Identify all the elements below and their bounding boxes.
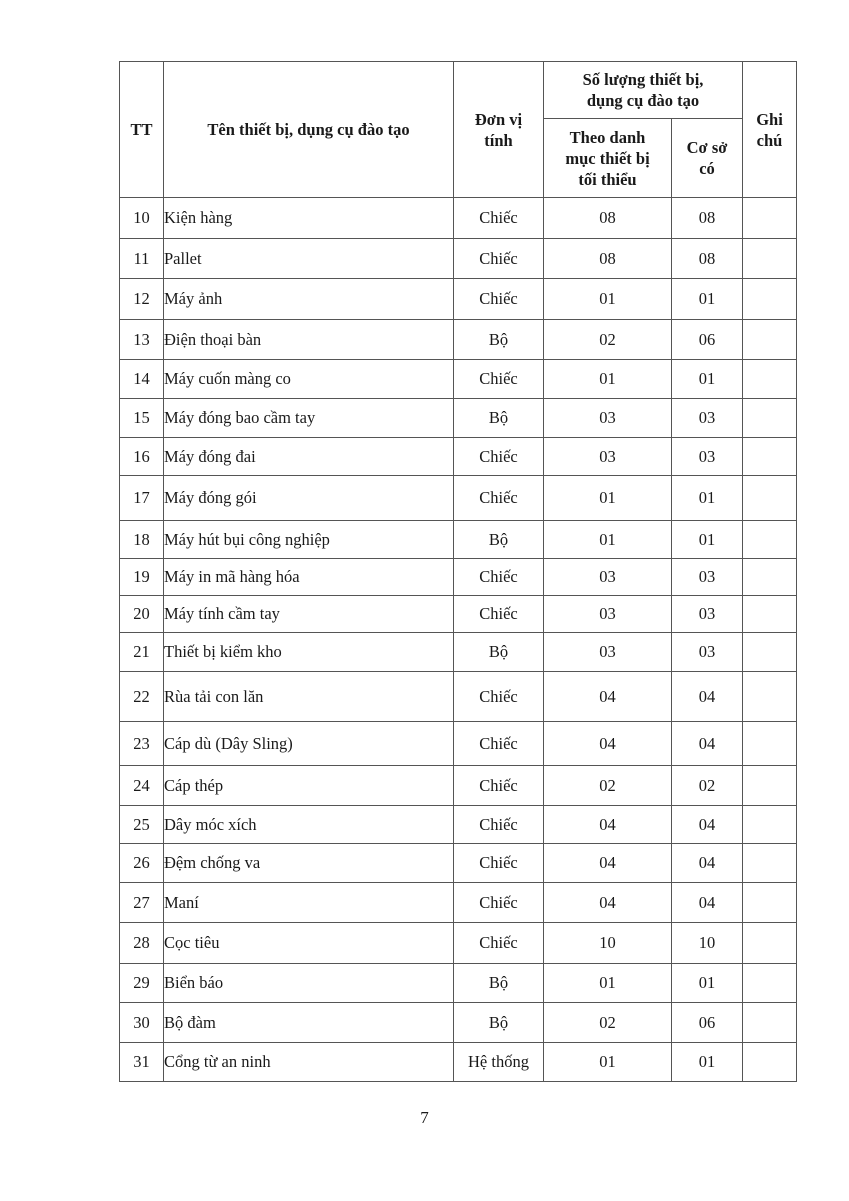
header-available: Cơ sở có <box>672 119 743 198</box>
page-number: 7 <box>420 1108 429 1127</box>
row-name: Cáp thép <box>164 766 454 806</box>
row-required: 01 <box>544 360 672 399</box>
row-name: Pallet <box>164 239 454 279</box>
row-name: Cáp dù (Dây Sling) <box>164 722 454 766</box>
table-row <box>120 239 797 279</box>
row-note <box>743 198 797 239</box>
row-required: 01 <box>544 279 672 320</box>
row-unit: Hệ thống <box>454 1043 544 1082</box>
row-required: 02 <box>544 1003 672 1043</box>
row-tt: 14 <box>120 360 164 399</box>
row-name: Cọc tiêu <box>164 923 454 964</box>
row-available: 01 <box>672 521 743 559</box>
row-available: 06 <box>672 320 743 360</box>
row-available: 06 <box>672 1003 743 1043</box>
row-note <box>743 239 797 279</box>
row-name: Cổng từ an ninh <box>164 1043 454 1082</box>
table-row <box>120 198 797 239</box>
table-row <box>120 672 797 722</box>
table-row <box>120 722 797 766</box>
row-tt: 31 <box>120 1043 164 1082</box>
row-note <box>743 596 797 633</box>
row-unit: Chiếc <box>454 198 544 239</box>
table-row <box>120 360 797 399</box>
row-required: 01 <box>544 521 672 559</box>
table-row <box>120 279 797 320</box>
row-name: Máy đóng gói <box>164 476 454 521</box>
row-note <box>743 320 797 360</box>
row-available: 08 <box>672 239 743 279</box>
row-tt: 24 <box>120 766 164 806</box>
row-tt: 17 <box>120 476 164 521</box>
row-available: 04 <box>672 844 743 883</box>
row-name: Maní <box>164 883 454 923</box>
row-required: 01 <box>544 476 672 521</box>
row-unit: Chiếc <box>454 438 544 476</box>
row-note <box>743 766 797 806</box>
table-row <box>120 559 797 596</box>
row-name: Máy in mã hàng hóa <box>164 559 454 596</box>
table-row <box>120 521 797 559</box>
row-required: 02 <box>544 766 672 806</box>
header-note: Ghi chú <box>743 62 797 198</box>
row-tt: 19 <box>120 559 164 596</box>
row-name: Máy ảnh <box>164 279 454 320</box>
header-name: Tên thiết bị, dụng cụ đào tạo <box>164 62 454 198</box>
table-row <box>120 1003 797 1043</box>
row-available: 01 <box>672 360 743 399</box>
table-row <box>120 1043 797 1082</box>
table-row <box>120 476 797 521</box>
table-row <box>120 596 797 633</box>
row-unit: Chiếc <box>454 672 544 722</box>
row-name: Máy hút bụi công nghiệp <box>164 521 454 559</box>
row-tt: 20 <box>120 596 164 633</box>
row-required: 03 <box>544 633 672 672</box>
table-row <box>120 633 797 672</box>
row-required: 03 <box>544 596 672 633</box>
header-required: Theo danh mục thiết bị tối thiểu <box>544 119 672 198</box>
row-note <box>743 633 797 672</box>
header-quantity-group: Số lượng thiết bị, dụng cụ đào tạo <box>544 62 743 119</box>
row-unit: Chiếc <box>454 883 544 923</box>
row-name: Máy đóng bao cầm tay <box>164 399 454 438</box>
row-available: 04 <box>672 806 743 844</box>
row-tt: 28 <box>120 923 164 964</box>
row-unit: Chiếc <box>454 923 544 964</box>
row-available: 04 <box>672 883 743 923</box>
row-available: 01 <box>672 279 743 320</box>
row-required: 04 <box>544 844 672 883</box>
equipment-table <box>119 61 797 1082</box>
row-tt: 11 <box>120 239 164 279</box>
row-available: 08 <box>672 198 743 239</box>
row-name: Máy đóng đai <box>164 438 454 476</box>
row-required: 08 <box>544 198 672 239</box>
row-available: 04 <box>672 722 743 766</box>
row-unit: Bộ <box>454 964 544 1003</box>
row-name: Thiết bị kiểm kho <box>164 633 454 672</box>
table-row <box>120 883 797 923</box>
row-tt: 29 <box>120 964 164 1003</box>
row-tt: 12 <box>120 279 164 320</box>
row-available: 03 <box>672 633 743 672</box>
row-note <box>743 1043 797 1082</box>
row-unit: Chiếc <box>454 596 544 633</box>
table-row <box>120 320 797 360</box>
row-name: Đệm chống va <box>164 844 454 883</box>
row-tt: 27 <box>120 883 164 923</box>
row-required: 03 <box>544 559 672 596</box>
row-note <box>743 722 797 766</box>
row-note <box>743 883 797 923</box>
row-available: 03 <box>672 399 743 438</box>
row-required: 02 <box>544 320 672 360</box>
header-tt: TT <box>120 62 164 198</box>
row-note <box>743 844 797 883</box>
row-tt: 25 <box>120 806 164 844</box>
row-note <box>743 1003 797 1043</box>
row-name: Dây móc xích <box>164 806 454 844</box>
row-name: Điện thoại bàn <box>164 320 454 360</box>
row-available: 03 <box>672 438 743 476</box>
row-unit: Chiếc <box>454 766 544 806</box>
row-name: Máy cuốn màng co <box>164 360 454 399</box>
row-required: 03 <box>544 399 672 438</box>
row-required: 04 <box>544 722 672 766</box>
row-unit: Bộ <box>454 320 544 360</box>
table-body <box>120 198 797 1082</box>
row-available: 03 <box>672 596 743 633</box>
row-note <box>743 360 797 399</box>
row-tt: 13 <box>120 320 164 360</box>
row-required: 04 <box>544 883 672 923</box>
row-name: Biển báo <box>164 964 454 1003</box>
row-note <box>743 476 797 521</box>
row-required: 01 <box>544 964 672 1003</box>
row-required: 10 <box>544 923 672 964</box>
row-note <box>743 806 797 844</box>
table-row <box>120 766 797 806</box>
table-row <box>120 399 797 438</box>
row-tt: 21 <box>120 633 164 672</box>
row-name: Rùa tải con lăn <box>164 672 454 722</box>
row-required: 08 <box>544 239 672 279</box>
row-required: 04 <box>544 672 672 722</box>
table-row <box>120 438 797 476</box>
row-note <box>743 559 797 596</box>
row-note <box>743 964 797 1003</box>
row-note <box>743 923 797 964</box>
row-available: 01 <box>672 964 743 1003</box>
row-unit: Chiếc <box>454 806 544 844</box>
row-note <box>743 279 797 320</box>
table-row <box>120 806 797 844</box>
row-tt: 18 <box>120 521 164 559</box>
table-row <box>120 844 797 883</box>
row-name: Máy tính cầm tay <box>164 596 454 633</box>
row-tt: 23 <box>120 722 164 766</box>
table-row <box>120 923 797 964</box>
row-name: Bộ đàm <box>164 1003 454 1043</box>
row-note <box>743 399 797 438</box>
row-unit: Chiếc <box>454 239 544 279</box>
row-available: 04 <box>672 672 743 722</box>
row-available: 01 <box>672 1043 743 1082</box>
row-name: Kiện hàng <box>164 198 454 239</box>
row-unit: Chiếc <box>454 476 544 521</box>
row-required: 04 <box>544 806 672 844</box>
row-unit: Bộ <box>454 633 544 672</box>
row-available: 01 <box>672 476 743 521</box>
row-unit: Chiếc <box>454 360 544 399</box>
row-tt: 16 <box>120 438 164 476</box>
row-unit: Chiếc <box>454 559 544 596</box>
row-unit: Bộ <box>454 521 544 559</box>
row-unit: Chiếc <box>454 844 544 883</box>
row-required: 01 <box>544 1043 672 1082</box>
row-unit: Bộ <box>454 399 544 438</box>
row-note <box>743 438 797 476</box>
row-unit: Bộ <box>454 1003 544 1043</box>
row-available: 02 <box>672 766 743 806</box>
row-tt: 15 <box>120 399 164 438</box>
row-note <box>743 672 797 722</box>
row-tt: 22 <box>120 672 164 722</box>
row-tt: 10 <box>120 198 164 239</box>
table-row <box>120 964 797 1003</box>
row-required: 03 <box>544 438 672 476</box>
row-available: 10 <box>672 923 743 964</box>
row-note <box>743 521 797 559</box>
row-tt: 30 <box>120 1003 164 1043</box>
row-tt: 26 <box>120 844 164 883</box>
row-unit: Chiếc <box>454 722 544 766</box>
header-unit: Đơn vị tính <box>454 62 544 198</box>
row-unit: Chiếc <box>454 279 544 320</box>
row-available: 03 <box>672 559 743 596</box>
